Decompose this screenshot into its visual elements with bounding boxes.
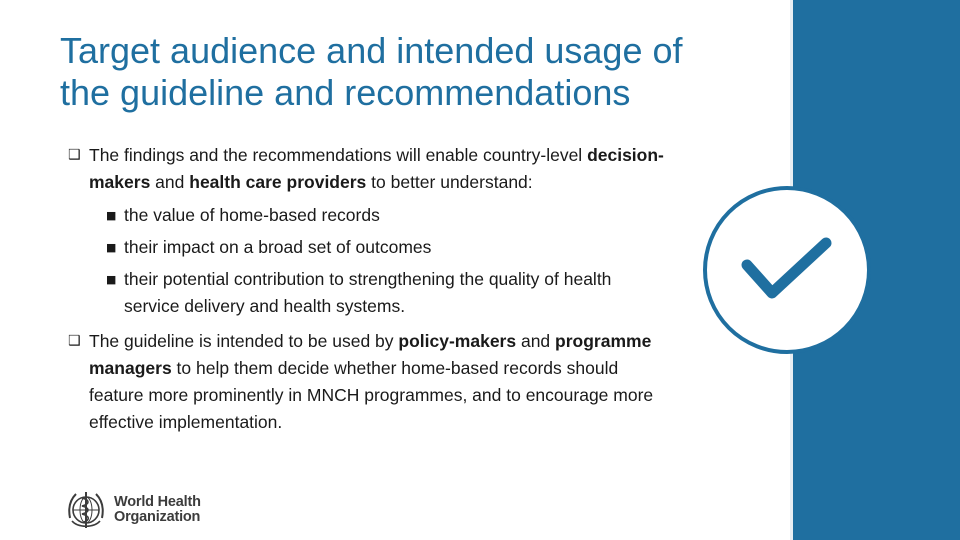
who-emblem-icon <box>64 488 108 532</box>
list-item <box>106 202 668 229</box>
square-bullet-icon: ■ <box>106 241 117 254</box>
para1-bold-decision-makers: decision-makers <box>89 145 664 192</box>
paragraph-findings <box>68 142 668 196</box>
slide-title <box>60 30 780 114</box>
title-line-2: the guideline and recommendations <box>60 72 631 113</box>
who-name-line-1: World Health <box>114 494 201 510</box>
who-name-line-2: Organization <box>114 509 201 525</box>
list-item <box>106 266 668 320</box>
checkmark-icon <box>702 185 872 355</box>
body-content <box>68 142 668 436</box>
para2-bold-policy-makers: policy-makers <box>398 331 517 351</box>
para1-bold-health-care-providers: health care providers <box>189 172 367 192</box>
square-bullet-icon: ■ <box>106 273 117 286</box>
understand-list <box>68 202 668 320</box>
checkbox-bullet-icon: ❑ <box>68 333 81 349</box>
para2-bold-programme-managers: programme managers <box>89 331 652 378</box>
title-line-1: Target audience and intended usage of <box>60 30 683 71</box>
para1-lead: The findings and the recommendations will enable country-level <box>89 145 583 165</box>
para1-mid: and <box>150 172 190 192</box>
para2-lead: The guideline is intended to be used by <box>89 331 399 351</box>
who-logo <box>64 488 224 532</box>
list-item <box>106 234 668 261</box>
list-item-text: their potential contribution to strengthening the quality of health service delivery and health systems. <box>124 269 612 316</box>
para2-mid: and <box>516 331 556 351</box>
checkbox-bullet-icon: ❑ <box>68 147 81 163</box>
paragraph-guideline-use <box>68 328 668 436</box>
list-item-text: the value of home-based records <box>124 205 380 225</box>
para1-tail: to better understand: <box>366 172 533 192</box>
square-bullet-icon: ■ <box>106 209 117 222</box>
who-wordmark <box>114 495 201 525</box>
list-item-text: their impact on a broad set of outcomes <box>124 237 432 257</box>
para2-tail: to help them decide whether home-based records should feature more prominently in MNCH programmes, and to encourage more effective implementation. <box>89 358 654 432</box>
